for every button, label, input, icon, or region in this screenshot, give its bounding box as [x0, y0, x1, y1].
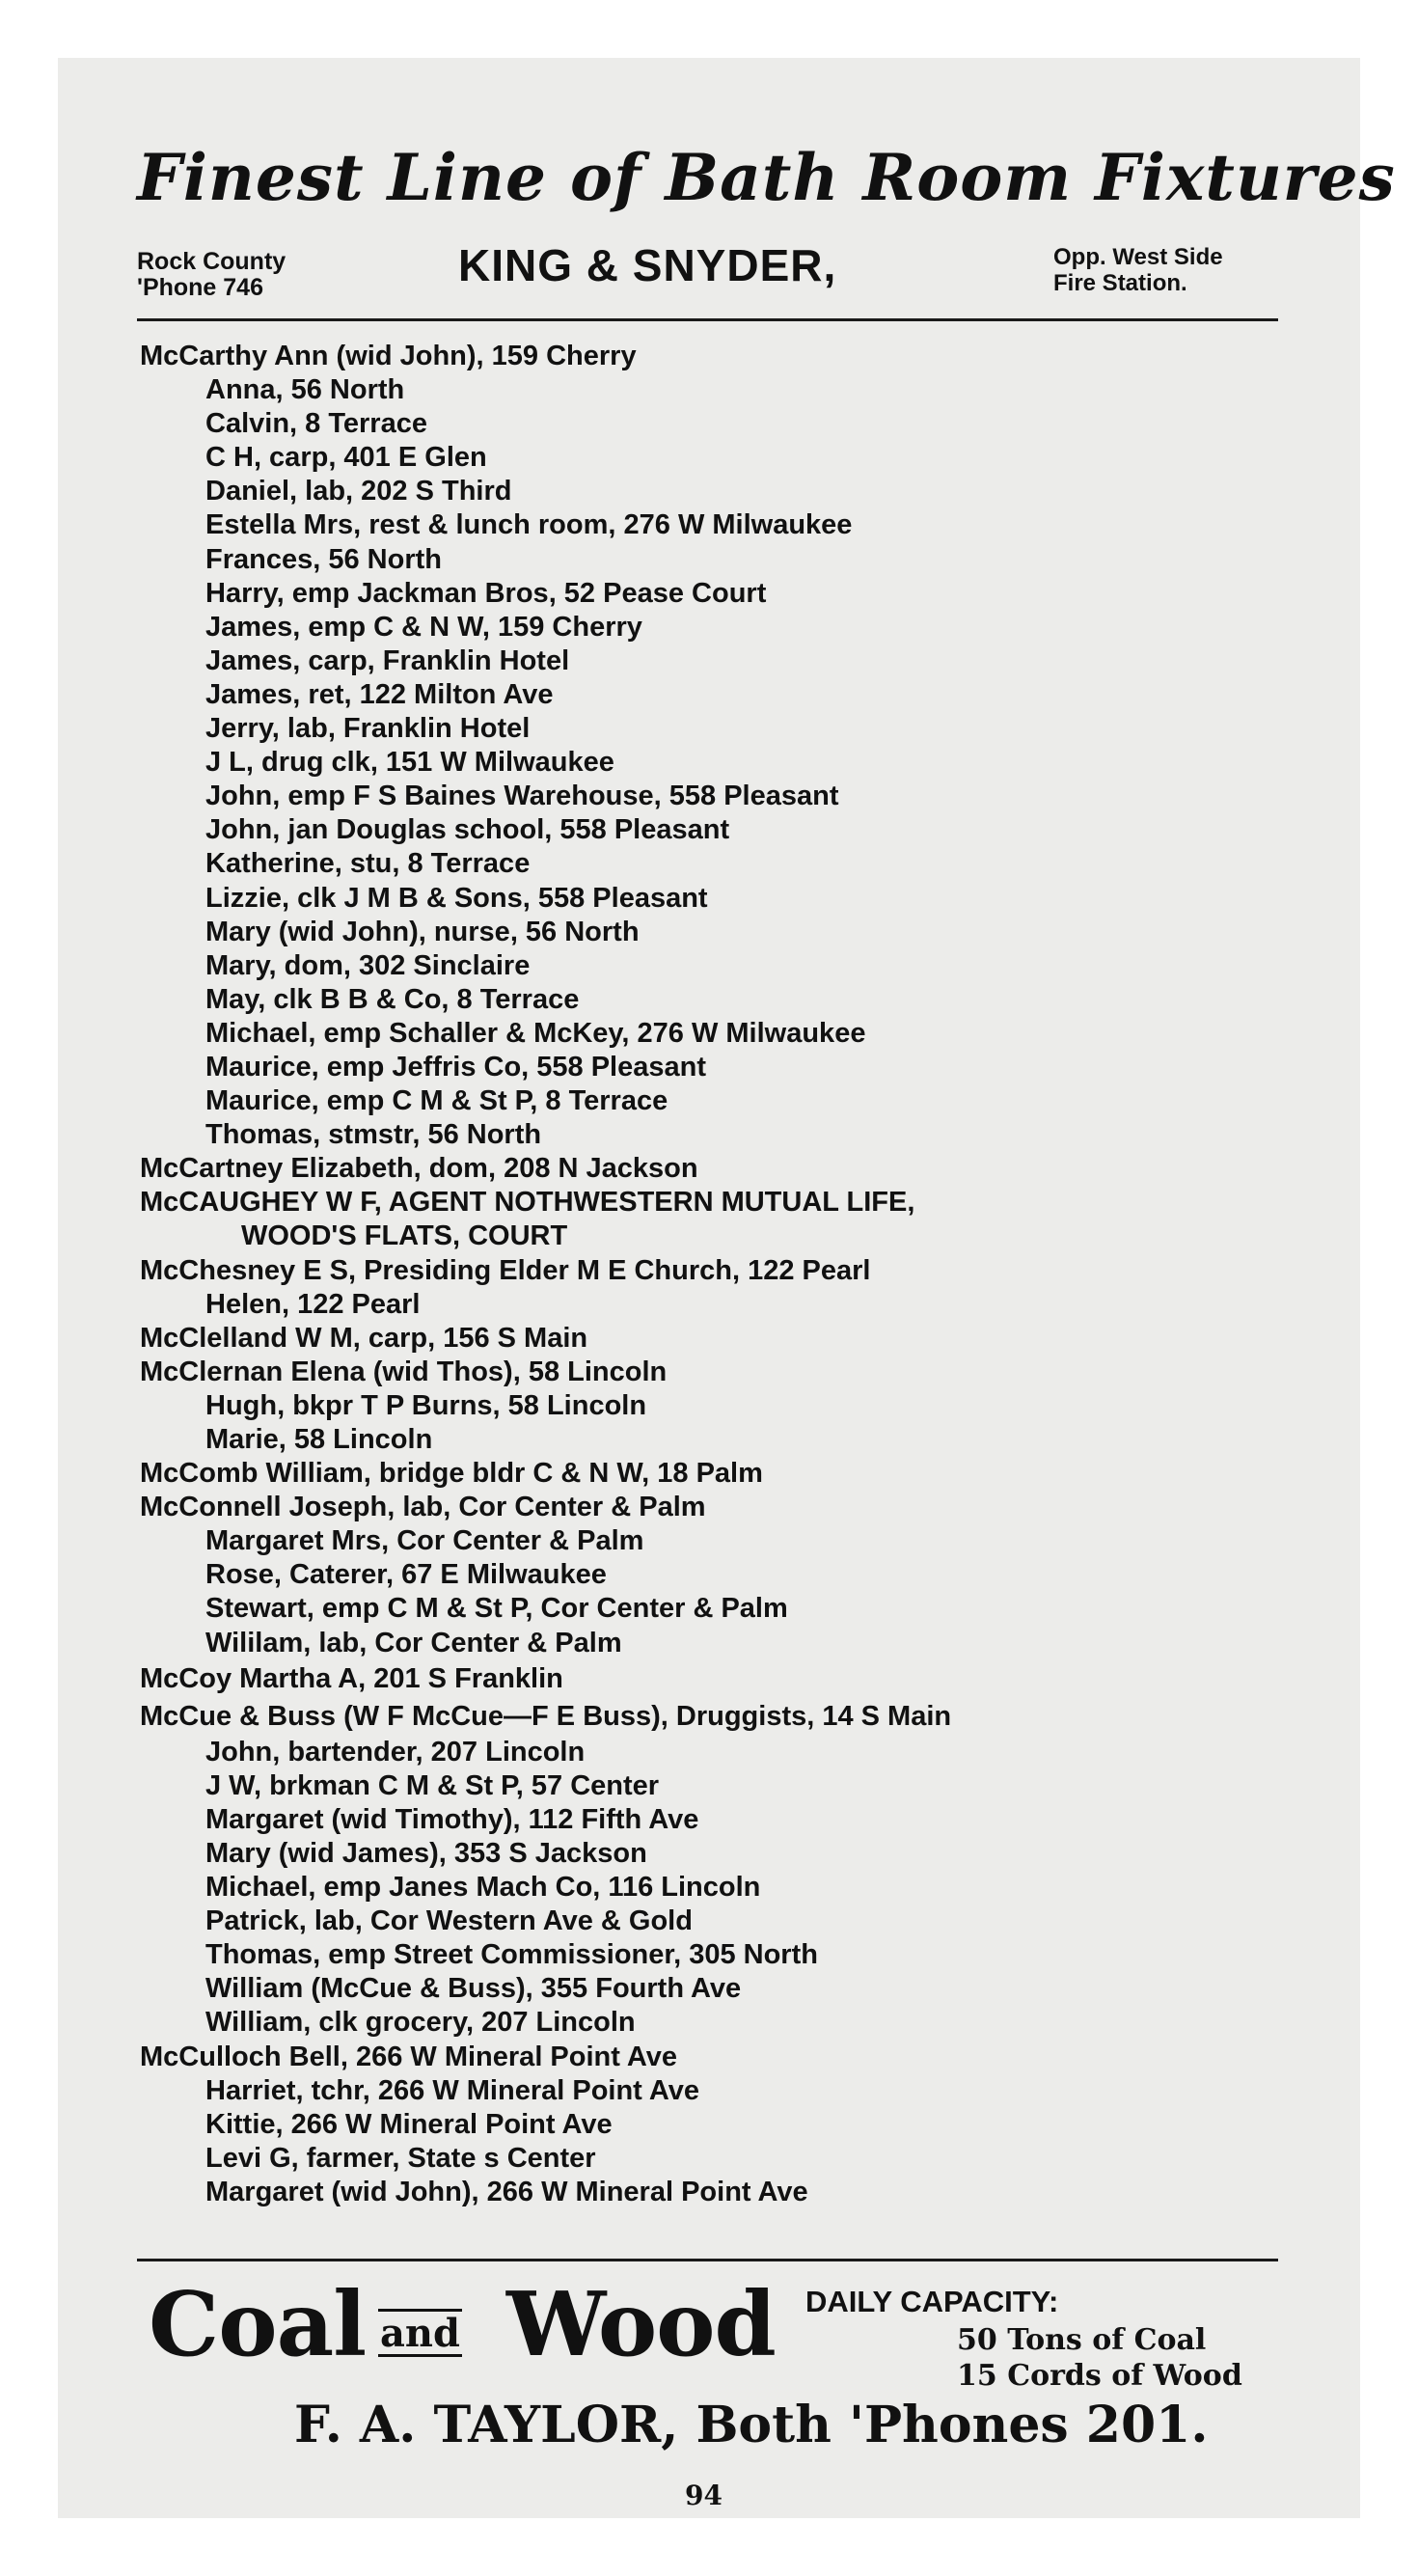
directory-subentry: Helen, 122 Pearl	[205, 1288, 421, 1320]
directory-subentry: Hugh, bkpr T P Burns, 58 Lincoln	[205, 1389, 647, 1421]
ad-coal-word: Coal	[149, 2272, 367, 2376]
directory-page	[58, 58, 1396, 2518]
ad-taylor-line: F. A. TAYLOR, Both 'Phones 201.	[294, 2396, 1209, 2454]
directory-subentry: John, bartender, 207 Lincoln	[205, 1736, 586, 1768]
directory-entry: McClelland W M, carp, 156 S Main	[140, 1322, 588, 1354]
directory-subentry: J L, drug clk, 151 W Milwaukee	[205, 747, 614, 779]
directory-subentry: William, clk grocery, 207 Lincoln	[205, 2007, 636, 2039]
directory-entry: McClernan Elena (wid Thos), 58 Lincoln	[140, 1356, 668, 1387]
directory-subentry: Margaret (wid John), 266 W Mineral Point Ave	[205, 2176, 808, 2207]
directory-subentry: Mary (wid John), nurse, 56 North	[205, 916, 640, 947]
directory-subentry: Kittie, 266 W Mineral Point Ave	[205, 2108, 613, 2140]
directory-subentry: Maurice, emp Jeffris Co, 558 Pleasant	[205, 1051, 706, 1082]
directory-entry: McCoy Martha A, 201 S Franklin	[140, 1662, 563, 1694]
header-left-line2: 'Phone 746	[137, 274, 263, 301]
directory-subentry: Anna, 56 North	[205, 374, 405, 406]
directory-subentry: May, clk B B & Co, 8 Terrace	[205, 983, 580, 1015]
ad-capacity-wood: 15 Cords of Wood	[957, 2359, 1242, 2393]
directory-subentry: Margaret Mrs, Cor Center & Palm	[205, 1525, 644, 1557]
directory-entry: McCAUGHEY W F, AGENT NOTHWESTERN MUTUAL LIFE,	[140, 1187, 915, 1219]
directory-subentry: Calvin, 8 Terrace	[205, 408, 427, 440]
directory-subentry: James, carp, Franklin Hotel	[205, 644, 570, 676]
directory-subentry: J W, brkman C M & St P, 57 Center	[205, 1769, 660, 1801]
directory-subentry: William (McCue & Buss), 355 Fourth Ave	[205, 1973, 742, 2005]
directory-subentry: John, jan Douglas school, 558 Pleasant	[205, 814, 730, 846]
directory-subentry: Patrick, lab, Cor Western Ave & Gold	[205, 1905, 693, 1937]
directory-subentry: Michael, emp Schaller & McKey, 276 W Milwaukee	[205, 1017, 866, 1049]
ad-and-word: and	[380, 2311, 460, 2356]
directory-subentry: Levi G, farmer, State s Center	[205, 2142, 596, 2174]
directory-subentry: Mary, dom, 302 Sinclaire	[205, 949, 531, 981]
directory-subentry: C H, carp, 401 E Glen	[205, 442, 487, 474]
directory-subentry: Harriet, tchr, 266 W Mineral Point Ave	[205, 2074, 699, 2106]
ad-wood-word: Wood	[506, 2272, 776, 2376]
directory-listing	[140, 340, 1297, 2209]
directory-subentry: Jerry, lab, Franklin Hotel	[205, 713, 531, 745]
directory-subentry: James, ret, 122 Milton Ave	[205, 678, 554, 710]
directory-subentry: James, emp C & N W, 159 Cherry	[205, 611, 642, 643]
directory-subentry: Maurice, emp C M & St P, 8 Terrace	[205, 1085, 668, 1117]
directory-subentry: Lizzie, clk J M B & Sons, 558 Pleasant	[205, 882, 708, 914]
header-title: Finest Line of Bath Room Fixtures	[137, 140, 1396, 215]
ad-capacity-coal: 50 Tons of Coal	[957, 2323, 1207, 2357]
directory-subentry: Harry, emp Jackman Bros, 52 Pease Court	[205, 577, 767, 609]
directory-subentry: Mary (wid James), 353 S Jackson	[205, 1837, 647, 1869]
directory-subentry: Daniel, lab, 202 S Third	[205, 476, 512, 507]
directory-entry: McCarthy Ann (wid John), 159 Cherry	[140, 341, 637, 371]
directory-subentry: Rose, Caterer, 67 E Milwaukee	[205, 1559, 607, 1591]
directory-subentry: Michael, emp Janes Mach Co, 116 Lincoln	[205, 1872, 761, 1904]
directory-subentry: Marie, 58 Lincoln	[205, 1424, 433, 1455]
directory-subentry: Thomas, stmstr, 56 North	[205, 1119, 542, 1151]
header-right-line2: Fire Station.	[1053, 270, 1187, 296]
directory-entry-continuation: WOOD'S FLATS, COURT	[241, 1220, 568, 1252]
header-left-line1: Rock County	[137, 248, 286, 275]
header-left-phone	[137, 249, 286, 301]
directory-entry: McCulloch Bell, 266 W Mineral Point Ave	[140, 2041, 678, 2072]
directory-entry: McComb William, bridge bldr C & N W, 18 Palm	[140, 1458, 763, 1490]
directory-entry: McConnell Joseph, lab, Cor Center & Palm	[140, 1492, 706, 1523]
ad-capacity-label: DAILY CAPACITY:	[805, 2285, 1059, 2318]
directory-subentry: Estella Mrs, rest & lunch room, 276 W Milwaukee	[205, 509, 853, 541]
header-divider	[137, 318, 1278, 321]
directory-subentry: Katherine, stu, 8 Terrace	[205, 848, 531, 880]
directory-entry: McCartney Elizabeth, dom, 208 N Jackson	[140, 1153, 698, 1185]
directory-subentry: Margaret (wid Timothy), 112 Fifth Ave	[205, 1803, 699, 1835]
directory-subentry: Thomas, emp Street Commissioner, 305 North	[205, 1939, 818, 1971]
directory-subentry: John, emp F S Baines Warehouse, 558 Pleasant	[205, 781, 839, 812]
directory-subentry: Stewart, emp C M & St P, Cor Center & Palm	[205, 1593, 788, 1625]
directory-entry: McChesney E S, Presiding Elder M E Church, 122 Pearl	[140, 1254, 871, 1286]
footer-divider	[137, 2259, 1278, 2261]
header-right-location	[1053, 244, 1223, 296]
directory-subentry: Frances, 56 North	[205, 543, 442, 575]
directory-entry: McCue & Buss (W F McCue—F E Buss), Druggists, 14 S Main	[140, 1700, 952, 1732]
header-right-line1: Opp. West Side	[1053, 244, 1223, 270]
directory-subentry: Wililam, lab, Cor Center & Palm	[205, 1627, 622, 1658]
page-number: 94	[685, 2480, 723, 2511]
header-company: KING & SNYDER,	[458, 240, 837, 290]
